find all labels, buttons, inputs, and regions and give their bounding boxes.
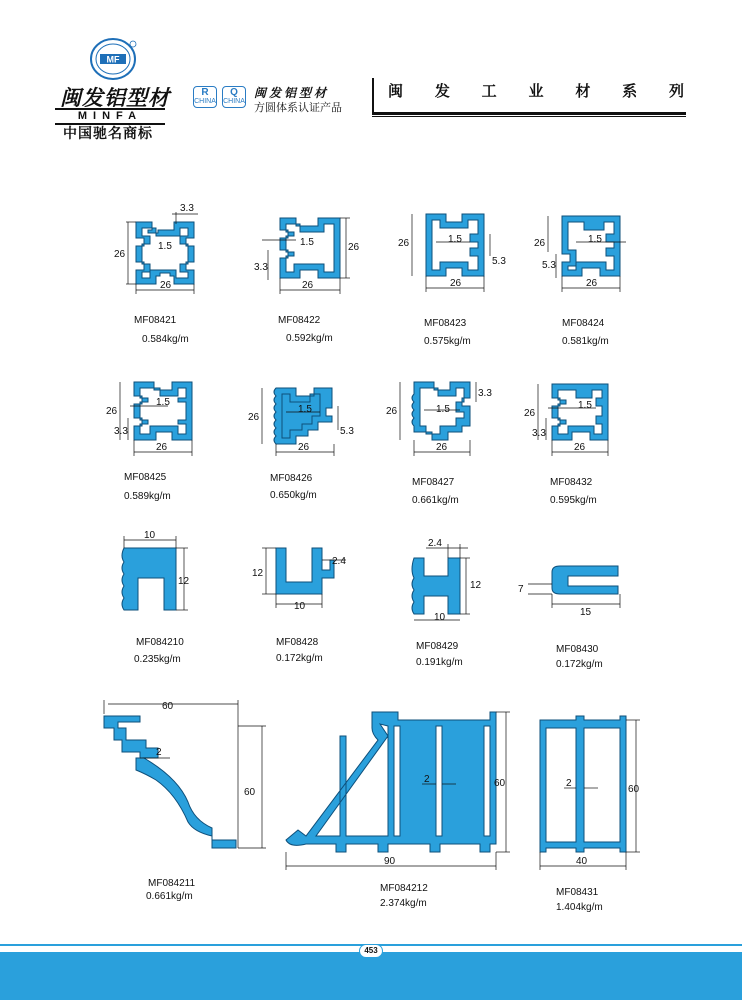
dim-label: 10: [434, 612, 446, 623]
dim-label: 26: [450, 278, 462, 289]
dim-label: 26: [436, 442, 448, 453]
series-char: 发: [434, 82, 450, 100]
series-char: 工: [481, 82, 497, 100]
profile-mf08425: [106, 382, 192, 456]
profile-weight: 0.661kg/m: [412, 495, 459, 506]
profile-weight: 0.584kg/m: [142, 334, 189, 345]
profile-model: MF08430: [556, 644, 599, 655]
dim-label: 3.3: [254, 262, 268, 273]
dim-label: 26: [524, 408, 536, 419]
profile-weight: 0.592kg/m: [286, 333, 333, 344]
profile-weight: 0.191kg/m: [416, 657, 463, 668]
profile-model: MF084211: [148, 878, 196, 889]
dim-label: 26: [586, 278, 598, 289]
profile-weight: 0.650kg/m: [270, 490, 317, 501]
dim-label: 60: [244, 787, 256, 798]
dim-label: 26: [348, 242, 360, 253]
dim-label: 3.3: [180, 203, 194, 214]
profile-mf08432: [524, 384, 608, 456]
profile-mf08426: [248, 388, 354, 456]
profile-mf084212: [286, 712, 510, 870]
brand-name-chinese: 闽发铝型材: [60, 85, 170, 110]
cert-q-glyph: Q: [230, 87, 238, 98]
dim-label: 90: [384, 856, 396, 867]
page-number: 453: [359, 944, 383, 958]
dim-label: 26: [156, 442, 168, 453]
dim-label: 26: [574, 442, 586, 453]
dim-label: 1.5: [436, 404, 450, 415]
dim-label: 60: [628, 784, 640, 795]
dim-label: 5.3: [340, 426, 354, 437]
profile-model: MF08422: [278, 315, 321, 326]
dim-label: 60: [494, 778, 506, 789]
dim-label: 15: [580, 607, 592, 618]
profile-mf08430: [518, 566, 620, 618]
dim-label: 2: [566, 778, 572, 789]
profile-weight: 0.235kg/m: [134, 654, 181, 665]
profile-model: MF08428: [276, 637, 319, 648]
dim-label: 26: [302, 280, 314, 291]
profile-mf08421: [114, 203, 198, 294]
dim-label: 1.5: [588, 234, 602, 245]
profile-weight: 0.172kg/m: [276, 653, 323, 664]
profile-weight: 0.581kg/m: [562, 336, 609, 347]
certification-brand: 闽发铝型材: [254, 86, 330, 100]
dim-label: 26: [160, 280, 172, 291]
footer-band: [0, 952, 742, 1000]
dim-label: 1.5: [448, 234, 462, 245]
profile-model: MF084210: [136, 637, 184, 648]
profile-model: MF08423: [424, 318, 467, 329]
dim-label: 1.5: [298, 404, 312, 415]
profile-weight: 0.172kg/m: [556, 659, 603, 670]
profile-mf08424: [534, 216, 626, 292]
dim-label: 2.4: [332, 556, 346, 567]
series-char: 业: [528, 82, 544, 100]
profile-model: MF08424: [562, 318, 605, 329]
profile-mf08429: [412, 538, 482, 623]
profile-weight: 0.595kg/m: [550, 495, 597, 506]
dim-label: 10: [294, 601, 306, 612]
profile-model: MF08429: [416, 641, 459, 652]
dim-label: 26: [114, 249, 126, 260]
brand-name-english: MINFA: [55, 108, 165, 125]
dim-label: 12: [178, 576, 190, 587]
profile-model: MF084212: [380, 883, 428, 894]
dim-label: 12: [252, 568, 264, 579]
profile-weight: 2.374kg/m: [380, 898, 427, 909]
dim-label: 7: [518, 584, 524, 595]
series-char: 材: [575, 82, 591, 100]
dim-label: 12: [470, 580, 482, 591]
profile-mf08428: [252, 548, 346, 612]
dim-label: 60: [162, 701, 174, 712]
profile-weight: 0.575kg/m: [424, 336, 471, 347]
cert-q-caption: CHINA: [223, 98, 245, 105]
profile-mf084211: [104, 700, 266, 848]
dim-label: 1.5: [156, 397, 170, 408]
dim-label: 26: [386, 406, 398, 417]
dim-label: 26: [298, 442, 310, 453]
profile-mf08427: [386, 382, 492, 456]
dim-label: 1.5: [300, 237, 314, 248]
profile-weight: 0.661kg/m: [146, 891, 193, 902]
dim-label: 3.3: [114, 426, 128, 437]
dim-label: 1.5: [578, 400, 592, 411]
series-char: 系: [622, 82, 638, 100]
svg-text:MF: MF: [106, 54, 120, 65]
dim-label: 1.5: [158, 241, 172, 252]
profile-mf08431: [540, 716, 640, 870]
dim-label: 26: [534, 238, 546, 249]
dim-label: 40: [576, 856, 588, 867]
dim-label: 10: [144, 530, 156, 541]
profile-model: MF08432: [550, 477, 593, 488]
profile-model: MF08426: [270, 473, 313, 484]
profile-mf084210: [122, 530, 190, 610]
dim-label: 2.4: [428, 538, 442, 549]
profile-model: MF08425: [124, 472, 167, 483]
dim-label: 3.3: [532, 428, 546, 439]
profile-weight: 1.404kg/m: [556, 902, 603, 913]
dim-label: 5.3: [542, 260, 556, 271]
profile-model: MF08431: [556, 887, 599, 898]
cert-r-glyph: R: [201, 87, 209, 98]
dim-label: 26: [398, 238, 410, 249]
cert-r-caption: CHINA: [194, 98, 216, 105]
profile-model: MF08421: [134, 315, 177, 326]
brand-award-text: 中国驰名商标: [63, 125, 153, 141]
series-char: 列: [668, 82, 684, 100]
certification-subtitle: 方圆体系认证产品: [254, 102, 342, 114]
dim-label: 2: [156, 747, 162, 758]
dim-label: 3.3: [478, 388, 492, 399]
profile-model: MF08427: [412, 477, 455, 488]
profile-mf08423: [398, 214, 506, 292]
series-char: 闽: [388, 82, 404, 100]
dim-label: 5.3: [492, 256, 506, 267]
dim-label: 2: [424, 774, 430, 785]
dim-label: 26: [106, 406, 118, 417]
dim-label: 26: [248, 412, 260, 423]
profile-weight: 0.589kg/m: [124, 491, 171, 502]
profile-mf08422: [254, 218, 360, 294]
